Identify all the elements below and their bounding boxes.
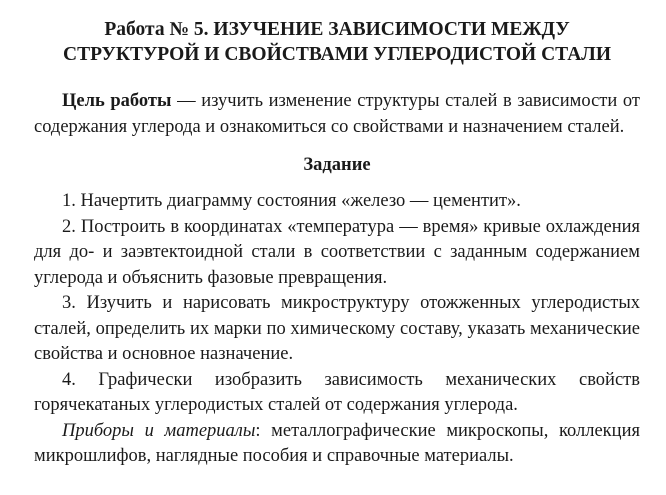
materials-label: Приборы и материалы <box>62 420 256 441</box>
materials-text: : металлографические микроскопы, коллекция микрошлифов, наглядные пособия и справочные материалы. <box>34 420 640 466</box>
materials-paragraph <box>34 419 640 470</box>
task-item-3: 3. Изучить и нарисовать микроструктуру отожженных углеродистых сталей, определить их марки по химическому составу, указать механические свойства и основное назначение. <box>34 293 640 364</box>
task-heading: Задание <box>303 155 371 175</box>
task-item-2: 2. Построить в координатах «температура — время» кривые охлаждения для до- и заэвтектоидной стали в соответствии с заданным содержанием углерода и объяснить фазовые превращения. <box>34 216 640 288</box>
task-item-1: 1. Начертить диаграмму состояния «железо — цементит». <box>62 191 521 211</box>
title-line-1: Работа № 5. ИЗУЧЕНИЕ ЗАВИСИМОСТИ МЕЖДУ <box>104 19 570 40</box>
goal-paragraph <box>34 89 640 140</box>
goal-text: — изучить изменение структуры сталей в зависимости от содержания углерода и ознакомиться со свойствами и назначением сталей. <box>34 91 640 137</box>
task-item-4: 4. Графически изобразить зависимость механических свойств горячекатаных углеродистых сталей от содержания углерода. <box>34 369 640 415</box>
goal-label: Цель работы <box>62 91 172 111</box>
title-line-2: СТРУКТУРОЙ И СВОЙСТВАМИ УГЛЕРОДИСТОЙ СТАЛИ <box>63 44 611 65</box>
page-title <box>34 14 640 67</box>
